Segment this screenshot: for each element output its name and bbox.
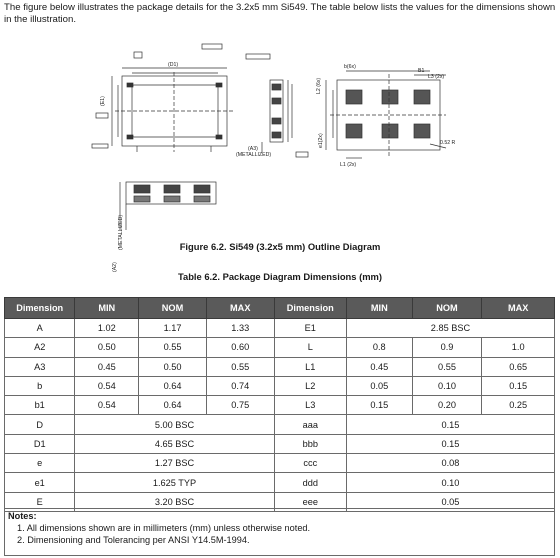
table-row: [5, 319, 555, 338]
cell-max: 0.74: [206, 376, 274, 395]
table-row: [5, 434, 555, 453]
cell-nom: 0.55: [412, 357, 482, 376]
cell-value-merged: 4.65 BSC: [75, 434, 274, 453]
cell-min: 0.05: [346, 376, 412, 395]
table-row: [5, 396, 555, 415]
note-item: 2. Dimensioning and Tolerancing per ANSI Y14.5M-1994.: [17, 535, 250, 545]
cell-nom: 0.55: [139, 338, 207, 357]
cell-dimension: eee: [274, 492, 346, 511]
cell-value-merged: 0.05: [346, 492, 554, 511]
cell-max: 0.25: [482, 396, 555, 415]
cell-dimension: ccc: [274, 454, 346, 473]
notes-box: [4, 508, 555, 556]
header-min: MIN: [346, 298, 412, 319]
cell-dimension: e: [5, 454, 75, 473]
table-header-row: [5, 298, 555, 319]
cell-nom: 0.10: [412, 376, 482, 395]
table-row: [5, 473, 555, 492]
cell-min: 0.54: [75, 376, 139, 395]
label-a2: (A2): [112, 262, 118, 272]
cell-nom: 0.64: [139, 376, 207, 395]
label-a3: (A3): [248, 146, 258, 152]
table-row: [5, 454, 555, 473]
header-max: MAX: [206, 298, 274, 319]
cell-min: 0.8: [346, 338, 412, 357]
table-row: [5, 338, 555, 357]
header-min: MIN: [75, 298, 139, 319]
cell-min: 0.45: [346, 357, 412, 376]
cell-dimension: L2: [274, 376, 346, 395]
cell-dimension: bbb: [274, 434, 346, 453]
cell-nom: 0.20: [412, 396, 482, 415]
label-e1-2x: e1(2x): [318, 133, 324, 148]
cell-value-merged: 2.85 BSC: [346, 319, 554, 338]
label-metallized: (METALLIZED): [236, 152, 272, 158]
cell-dimension: E1: [274, 319, 346, 338]
label-l2: L2 (6x): [316, 77, 322, 94]
cell-value-merged: 1.625 TYP: [75, 473, 274, 492]
note-item: 1. All dimensions shown are in millimeters (mm) unless otherwise noted.: [17, 523, 311, 533]
label-b6x: b(6x): [344, 64, 356, 70]
cell-value-merged: 1.27 BSC: [75, 454, 274, 473]
header-max: MAX: [482, 298, 555, 319]
cell-dimension: A3: [5, 357, 75, 376]
cell-max: 0.75: [206, 396, 274, 415]
table-row: [5, 376, 555, 395]
cell-dimension: D: [5, 415, 75, 434]
cell-value-merged: 0.15: [346, 415, 554, 434]
table-row: [5, 357, 555, 376]
cell-value-merged: 0.10: [346, 473, 554, 492]
cell-value-merged: 3.20 BSC: [75, 492, 274, 511]
header-dimension: Dimension: [5, 298, 75, 319]
label-metallized-v: (METALLIZED): [118, 214, 124, 250]
intro-text: The figure below illustrates the package details for the 3.2x5 mm Si549. The table below lists the values for the dimensions shown in the illustration.: [4, 2, 556, 25]
header-nom: NOM: [412, 298, 482, 319]
cell-min: 0.50: [75, 338, 139, 357]
cell-dimension: L1: [274, 357, 346, 376]
figure-caption: Figure 6.2. Si549 (3.2x5 mm) Outline Diagram: [179, 241, 381, 252]
table-row: [5, 415, 555, 434]
cell-min: 0.15: [346, 396, 412, 415]
notes-heading: Notes:: [8, 511, 37, 521]
label-l1: L1 (2x): [340, 162, 357, 168]
cell-dimension: b1: [5, 396, 75, 415]
label-b1: B1: [418, 68, 425, 74]
cell-max: 1.33: [206, 319, 274, 338]
cell-dimension: b: [5, 376, 75, 395]
cell-min: 1.02: [75, 319, 139, 338]
cell-min: 0.54: [75, 396, 139, 415]
table-caption: Table 6.2. Package Diagram Dimensions (mm): [177, 271, 383, 282]
cell-max: 0.65: [482, 357, 555, 376]
cell-dimension: aaa: [274, 415, 346, 434]
cell-dimension: e1: [5, 473, 75, 492]
header-dimension: Dimension: [274, 298, 346, 319]
cell-max: 0.60: [206, 338, 274, 357]
cell-max: 1.0: [482, 338, 555, 357]
cell-dimension: A: [5, 319, 75, 338]
cell-value-merged: 5.00 BSC: [75, 415, 274, 434]
dimensions-table: [4, 297, 555, 512]
cell-nom: 1.17: [139, 319, 207, 338]
cell-dimension: A2: [5, 338, 75, 357]
label-r052: 0.52 R: [440, 140, 456, 146]
label-d1: (D1): [168, 62, 179, 68]
cell-nom: 0.9: [412, 338, 482, 357]
label-e1-side: (E1): [100, 96, 106, 106]
header-nom: NOM: [139, 298, 207, 319]
cell-dimension: D1: [5, 434, 75, 453]
cell-dimension: L: [274, 338, 346, 357]
cell-dimension: L3: [274, 396, 346, 415]
cell-max: 0.15: [482, 376, 555, 395]
cell-value-merged: 0.15: [346, 434, 554, 453]
cell-dimension: E: [5, 492, 75, 511]
cell-max: 0.55: [206, 357, 274, 376]
cell-nom: 0.64: [139, 396, 207, 415]
cell-dimension: ddd: [274, 473, 346, 492]
cell-min: 0.45: [75, 357, 139, 376]
label-l3: L3 (2x): [428, 74, 445, 80]
cell-value-merged: 0.08: [346, 454, 554, 473]
cell-nom: 0.50: [139, 357, 207, 376]
